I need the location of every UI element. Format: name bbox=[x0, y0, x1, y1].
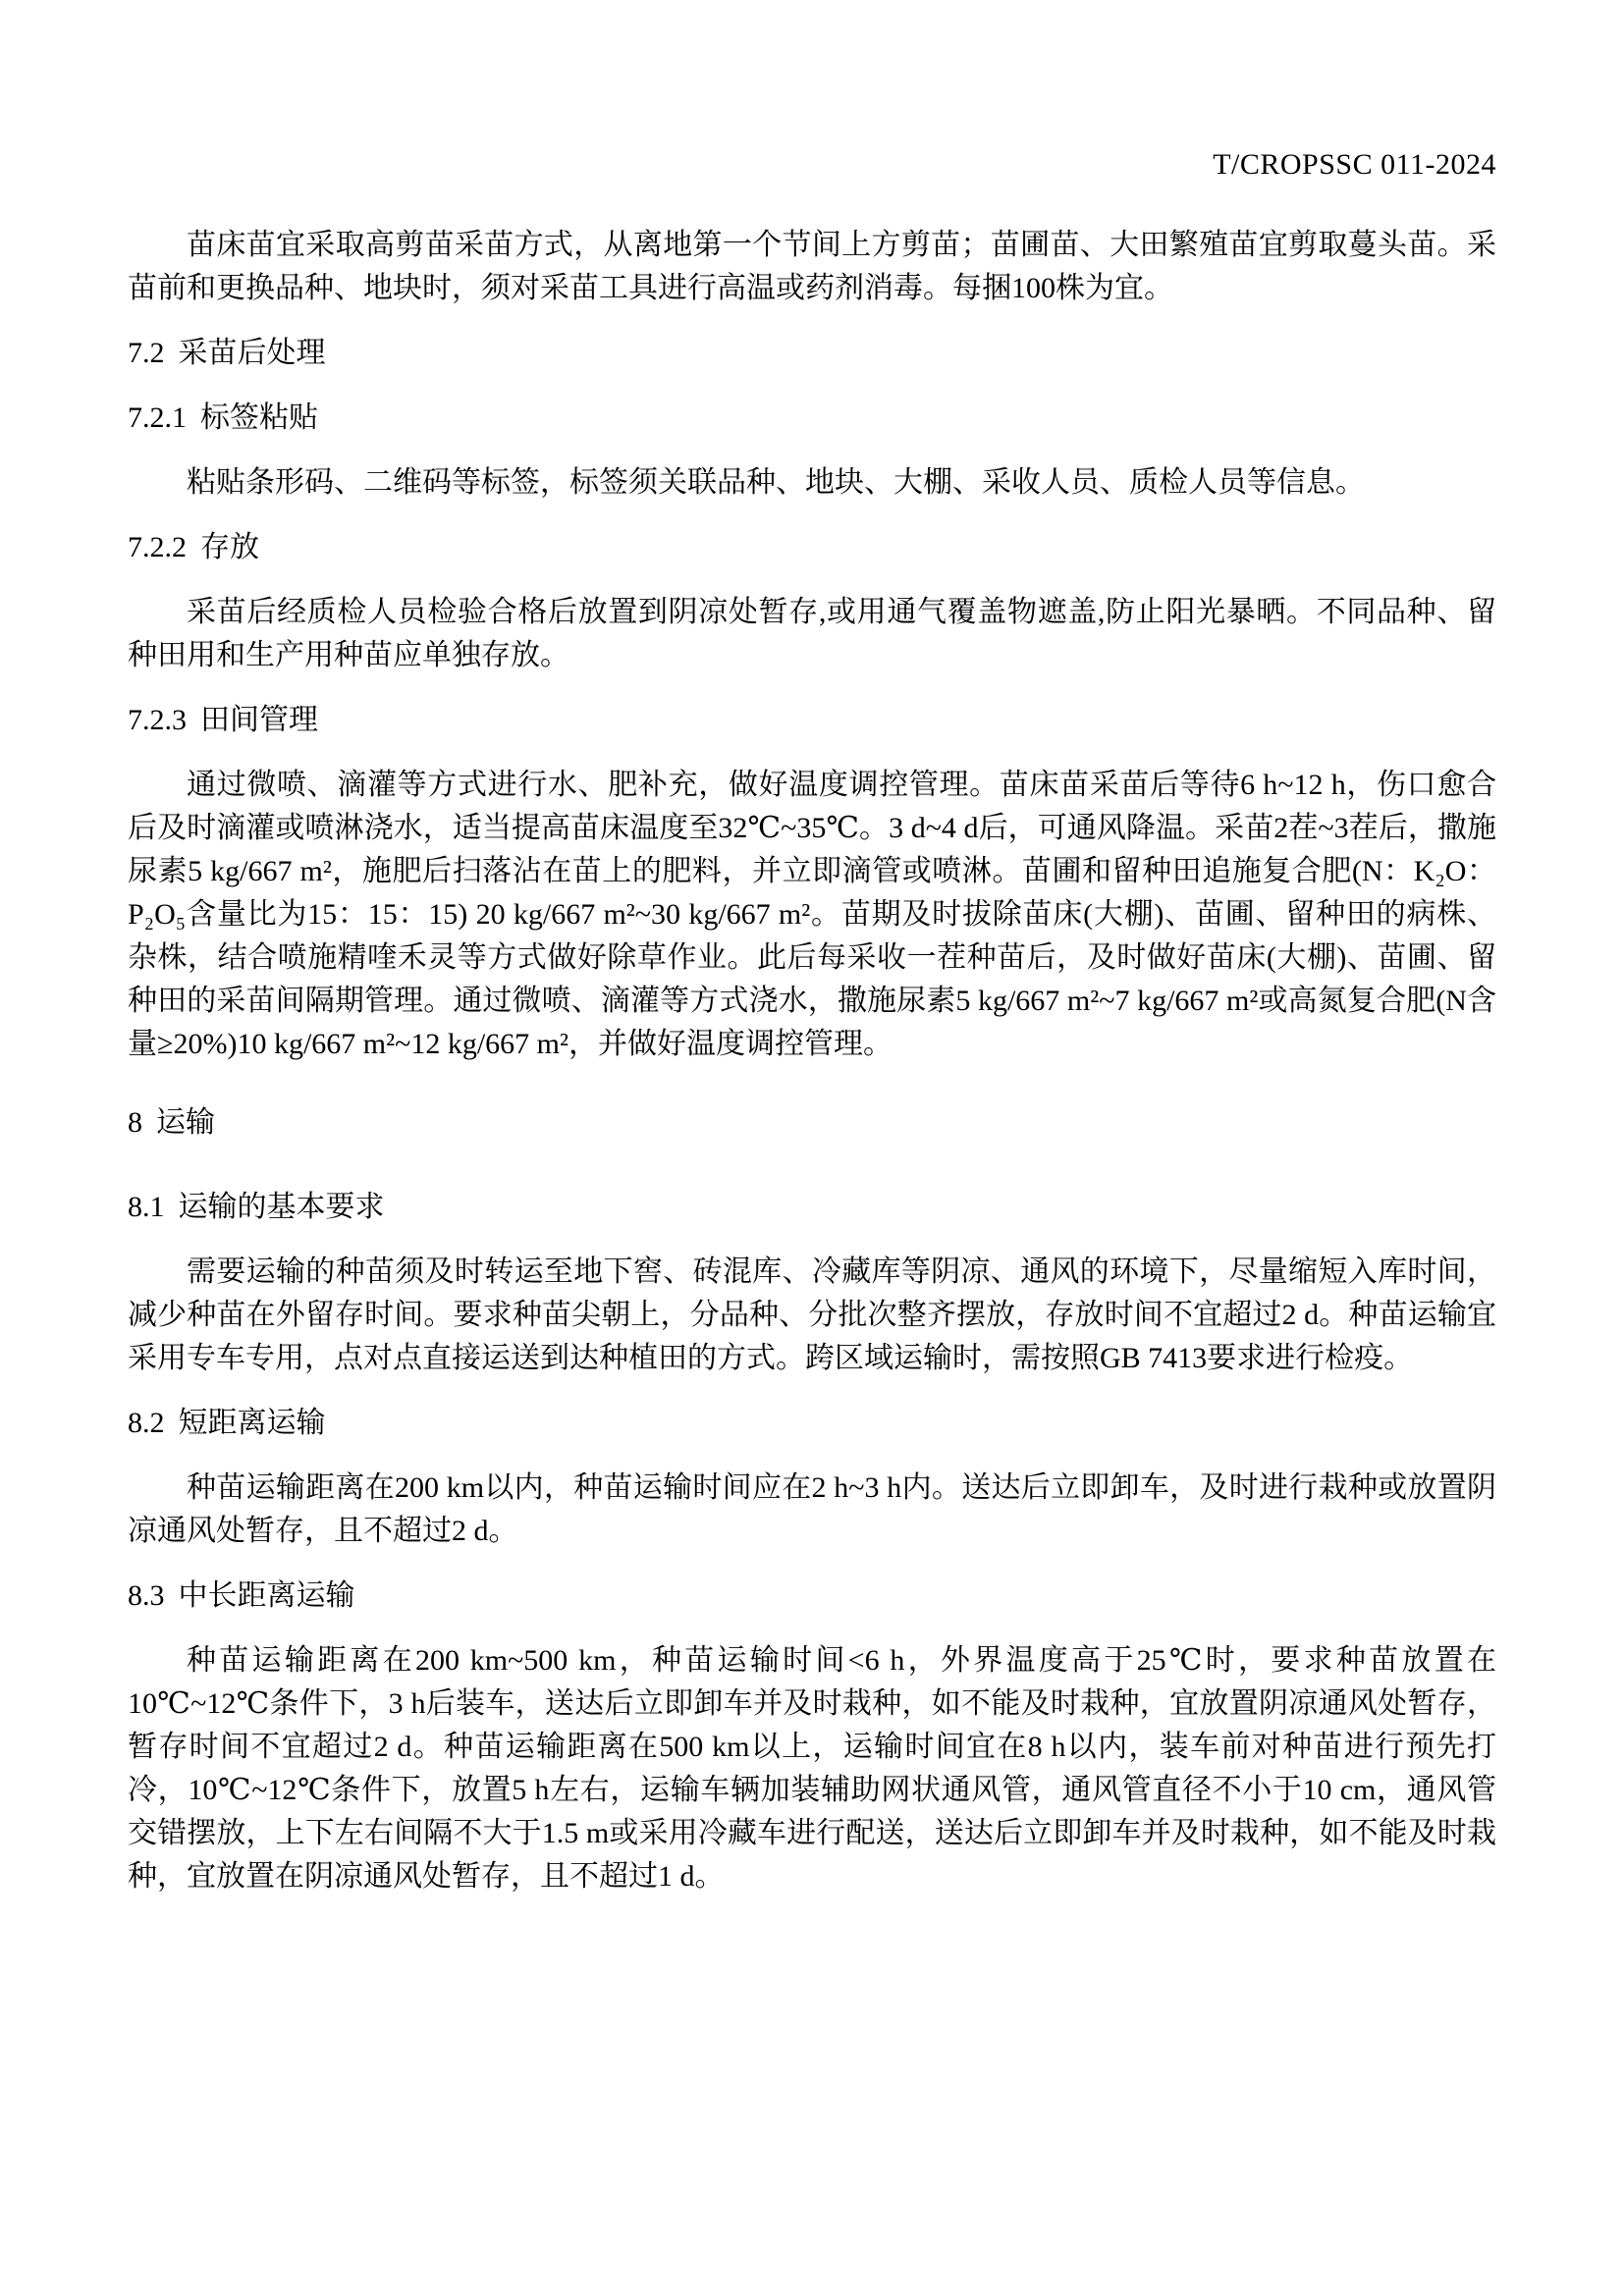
paragraph-short-distance: 种苗运输距离在200 km以内，种苗运输时间应在2 h~3 h内。送达后立即卸车，及时进行栽种或放置阴凉通风处暂存，且不超过2 d。 bbox=[128, 1471, 1496, 1547]
running-header bbox=[128, 147, 1496, 183]
paragraph-label-attach: 粘贴条形码、二维码等标签，标签须关联品种、地块、大棚、采收人员、质检人员等信息。 bbox=[187, 466, 1365, 499]
heading-8-3-title: 中长距离运输 bbox=[178, 1579, 355, 1612]
heading-7-2-2-title: 存放 bbox=[200, 531, 259, 563]
heading-8-2 bbox=[128, 1402, 1496, 1445]
heading-8-number: 8 bbox=[128, 1106, 142, 1139]
paragraph-field-management: 通过微喷、滴灌等方式进行水、肥补充，做好温度调控管理。苗床苗采苗后等待6 h~12 h，伤口愈合后及时滴灌或喷淋浇水，适当提高苗床温度至32℃~35℃。3 d~4 d后，可通风降温。采苗2茬~3茬后，撒施尿素5 kg/667 m²，施肥后扫落沾在苗上的肥料，并立即滴管或喷淋。苗圃和留种田追施复合肥(N：K₂O：P₂O₅含量比为15：15：15) 20 kg/667 m²~30 kg/667 m²。苗期及时拔除苗床(大棚)、苗圃、留种田的病株、杂株，结合喷施精喹禾灵等方式做好除草作业。此后每采收一茬种苗后，及时做好苗床(大棚)、苗圃、留种田的采苗间隔期管理。通过微喷、滴灌等方式浇水，撒施尿素5 kg/667 m²~7 kg/667 m²或高氮复合肥(N含量≥20%)10 kg/667 m²~12 kg/667 m²，并做好温度调控管理。 bbox=[128, 769, 1496, 1060]
heading-8-title: 运输 bbox=[156, 1106, 215, 1139]
heading-8 bbox=[128, 1101, 1496, 1145]
heading-7-2-1 bbox=[128, 397, 1496, 440]
heading-8-2-title: 短距离运输 bbox=[178, 1407, 326, 1439]
heading-7-2 bbox=[128, 332, 1496, 375]
heading-7-2-3-title: 田间管理 bbox=[200, 704, 318, 736]
heading-8-1-number: 8.1 bbox=[128, 1191, 165, 1223]
heading-8-1 bbox=[128, 1186, 1496, 1229]
heading-7-2-3-number: 7.2.3 bbox=[128, 704, 187, 736]
standard-code: T/CROPSSC 011-2024 bbox=[1213, 148, 1496, 181]
paragraph-transport-basics: 需要运输的种苗须及时转运至地下窖、砖混库、冷藏库等阴凉、通风的环境下，尽量缩短入库时间，减少种苗在外留存时间。要求种苗尖朝上，分品种、分批次整齐摆放，存放时间不宜超过2 d。种苗运输宜采用专车专用，点对点直接运送到达种植田的方式。跨区域运输时，需按照GB 7413要求进行检疫。 bbox=[128, 1255, 1496, 1374]
heading-7-2-1-number: 7.2.1 bbox=[128, 401, 187, 434]
heading-7-2-title: 采苗后处理 bbox=[178, 337, 326, 369]
paragraph-cutting-method: 苗床苗宜采取高剪苗采苗方式，从离地第一个节间上方剪苗；苗圃苗、大田繁殖苗宜剪取蔓头苗。采苗前和更换品种、地块时，须对采苗工具进行高温或药剂消毒。每捆100株为宜。 bbox=[128, 229, 1496, 304]
heading-8-3 bbox=[128, 1575, 1496, 1618]
heading-8-1-title: 运输的基本要求 bbox=[178, 1191, 385, 1223]
heading-7-2-number: 7.2 bbox=[128, 337, 165, 369]
paragraph-storage: 采苗后经质检人员检验合格后放置到阴凉处暂存,或用通气覆盖物遮盖,防止阳光暴晒。不同品种、留种田用和生产用种苗应单独存放。 bbox=[128, 596, 1496, 671]
heading-8-3-number: 8.3 bbox=[128, 1579, 165, 1612]
paragraph-medium-long-distance: 种苗运输距离在200 km~500 km，种苗运输时间<6 h，外界温度高于25℃时，要求种苗放置在10℃~12℃条件下，3 h后装车，送达后立即卸车并及时栽种，如不能及时栽种，宜放置阴凉通风处暂存，暂存时间不宜超过2 d。种苗运输距离在500 km以上，运输时间宜在8 h以内，装车前对种苗进行预先打冷，10℃~12℃条件下，放置5 h左右，运输车辆加装辅助网状通风管，通风管直径不小于10 cm，通风管交错摆放，上下左右间隔不大于1.5 m或采用冷藏车进行配送，送达后立即卸车并及时栽种，如不能及时栽种，宜放置在阴凉通风处暂存，且不超过1 d。 bbox=[128, 1644, 1496, 1893]
heading-7-2-1-title: 标签粘贴 bbox=[200, 401, 318, 434]
document-body bbox=[128, 224, 1496, 1898]
heading-8-2-number: 8.2 bbox=[128, 1407, 165, 1439]
heading-7-2-3 bbox=[128, 699, 1496, 742]
heading-7-2-2 bbox=[128, 526, 1496, 569]
heading-7-2-2-number: 7.2.2 bbox=[128, 531, 187, 563]
